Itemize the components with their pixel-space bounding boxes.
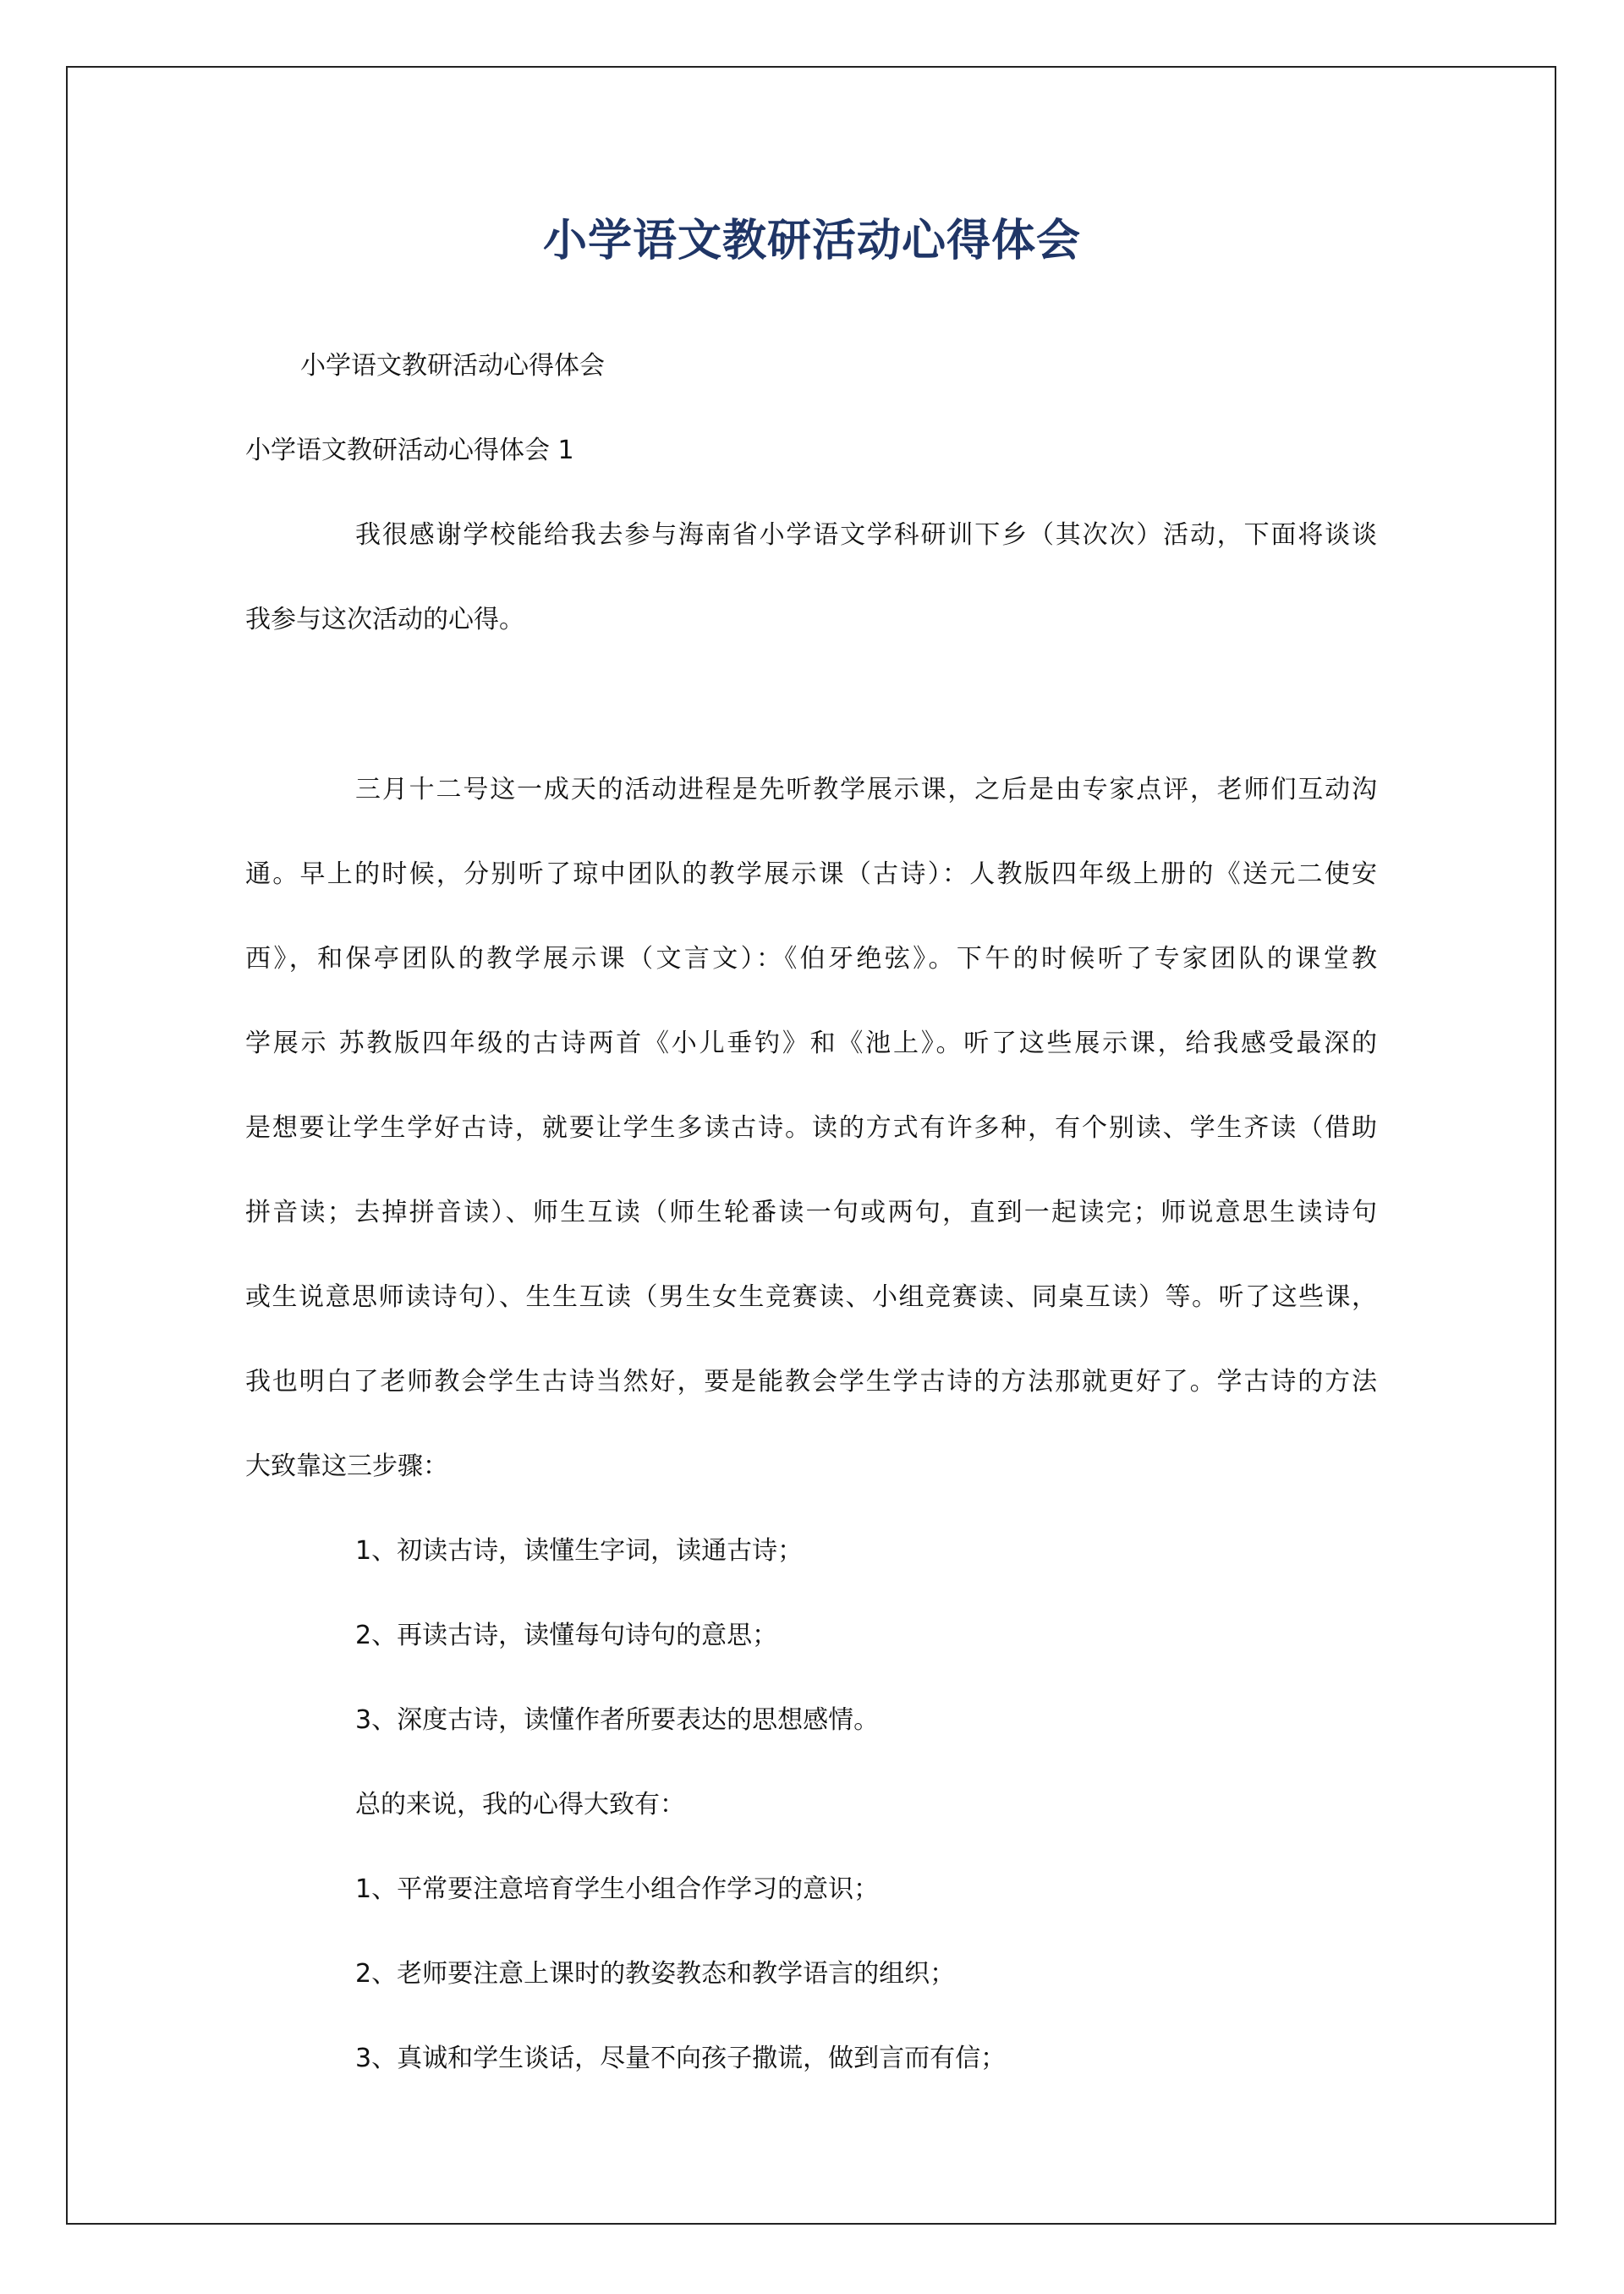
document-title: 小学语文教研活动心得体会 <box>542 216 1081 266</box>
insight-item-1: 1、平常要注意培育学生小组合作学习的意识； <box>355 1874 880 1904</box>
body-line-8: 我也明白了老师教会学生古诗当然好，要是能教会学生学古诗的方法那就更好了。学古诗的方法 <box>245 1367 1377 1397</box>
body-line-6: 拼音读；去掉拼音读）、师生互读（师生轮番读一句或两句，直到一起读完；师说意思生读诗句 <box>245 1198 1377 1227</box>
intro-line-2: 我参与这次活动的心得。 <box>245 605 524 634</box>
body-line-2: 通。早上的时候，分别听了琼中团队的教学展示课（古诗）：人教版四年级上册的《送元二使安 <box>245 859 1377 889</box>
intro-line-1: 我很感谢学校能给我去参与海南省小学语文学科研训下乡（其次次）活动，下面将谈谈 <box>355 520 1377 550</box>
step-item-1: 1、初读古诗，读懂生字词，读通古诗； <box>355 1536 804 1566</box>
body-line-4: 学展示 苏教版四年级的古诗两首《小儿垂钓》和《池上》。听了这些展示课，给我感受最深的 <box>245 1029 1377 1058</box>
body-line-7: 或生说意思师读诗句）、生生互读（男生女生竞赛读、小组竞赛读、同桌互读）等。听了这些课， <box>245 1282 1377 1312</box>
summary-intro: 总的来说，我的心得大致有： <box>355 1790 685 1819</box>
subtitle-line: 小学语文教研活动心得体会 <box>300 351 605 381</box>
body-line-1: 三月十二号这一成天的活动进程是先听教学展示课，之后是由专家点评，老师们互动沟 <box>355 775 1377 804</box>
step-item-3: 3、深度古诗，读懂作者所要表达的思想感情。 <box>355 1705 880 1735</box>
body-line-9: 大致靠这三步骤： <box>245 1452 448 1481</box>
insight-item-2: 2、老师要注意上课时的教姿教态和教学语言的组织； <box>355 1959 956 1989</box>
section-heading: 小学语文教研活动心得体会 1 <box>245 436 574 465</box>
insight-item-3: 3、真诚和学生谈话，尽量不向孩子撒谎，做到言而有信； <box>355 2044 1007 2073</box>
body-line-3: 西》，和保亭团队的教学展示课（文言文）：《伯牙绝弦》。下午的时候听了专家团队的课堂教 <box>245 944 1377 974</box>
step-item-2: 2、再读古诗，读懂每句诗句的意思； <box>355 1621 778 1650</box>
body-line-5: 是想要让学生学好古诗，就要让学生多读古诗。读的方式有许多种，有个别读、学生齐读（借助 <box>245 1113 1377 1143</box>
